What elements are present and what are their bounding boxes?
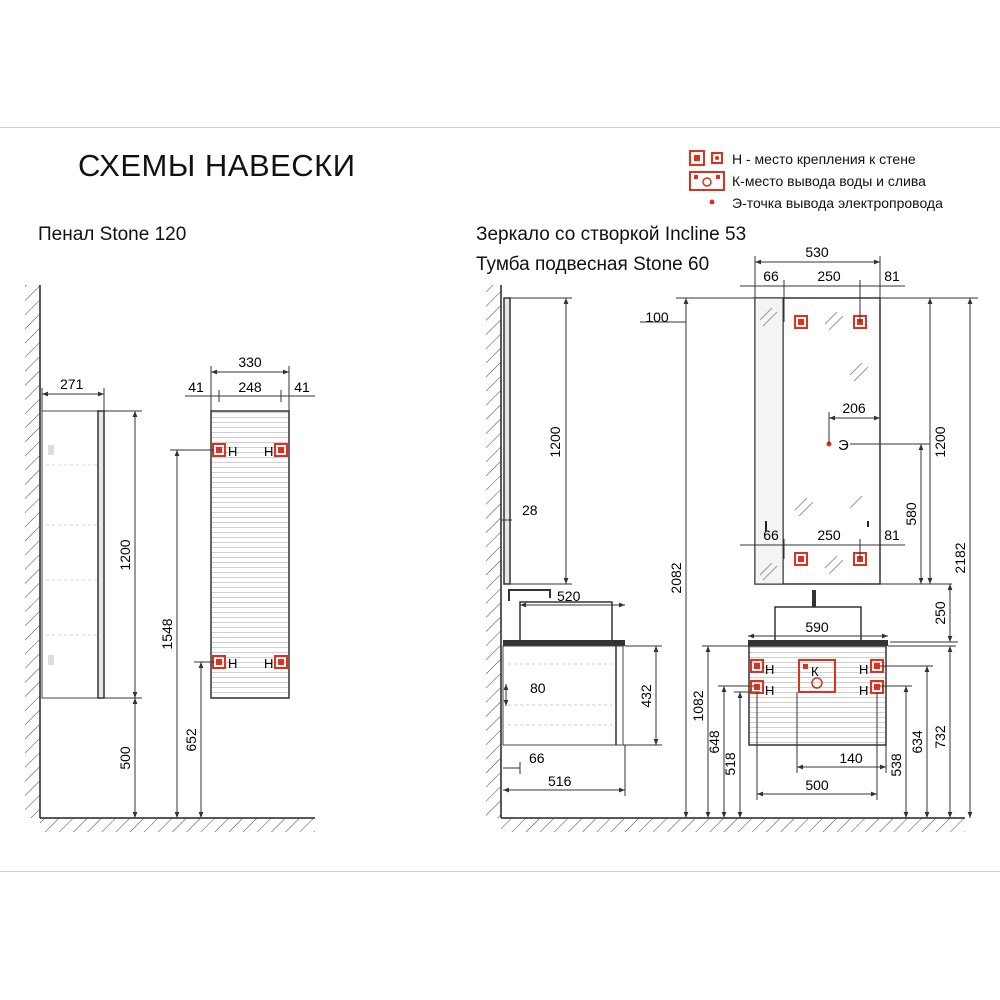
dim-cabinet-depth: 516 <box>548 773 572 789</box>
h-label: Н <box>228 444 238 459</box>
h-label: Н <box>264 444 274 459</box>
dim-mirror-top-span: 250 <box>817 268 841 284</box>
dim-mirror-side-height: 1200 <box>547 426 563 458</box>
dim-front-offset: 66 <box>529 750 545 766</box>
legend-h-text: Н - место крепления к стене <box>732 151 916 167</box>
dim-mirror-front-height: 1200 <box>932 426 948 458</box>
h-label: Н <box>228 656 238 671</box>
right-floor <box>501 818 965 832</box>
legend-k-text: К-место вывода воды и слива <box>732 173 926 189</box>
dim-mirror-gap: 100 <box>645 309 669 325</box>
dim-cabinet-top-height: 1082 <box>690 690 706 722</box>
dim-pencil-bottom-mount: 652 <box>183 728 199 752</box>
dim-drawer: 80 <box>530 680 546 696</box>
right-heading-cabinet: Тумба подвесная Stone 60 <box>476 254 710 275</box>
dim-e-offset: 206 <box>842 400 866 416</box>
right-heading-mirror: Зеркало со створкой Incline 53 <box>476 224 747 245</box>
dim-pencil-height: 1200 <box>117 539 133 571</box>
dim-mirror-width: 530 <box>805 244 829 260</box>
left-heading: Пенал Stone 120 <box>38 224 187 245</box>
pencil-side-view <box>42 411 104 698</box>
dim-cabinet-top: 732 <box>932 725 948 749</box>
dim-pencil-floor: 500 <box>117 746 133 770</box>
dim-mount-right: 538 <box>888 753 904 777</box>
dim-cabinet-width: 500 <box>805 777 829 793</box>
left-floor <box>40 818 315 832</box>
dim-pencil-depth: 271 <box>60 376 84 392</box>
h-label: Н <box>859 662 869 677</box>
dim-k-offset: 140 <box>839 750 863 766</box>
dim-pencil-left-offset: 41 <box>188 379 204 395</box>
page-title: СХЕМЫ НАВЕСКИ <box>78 148 356 183</box>
right-wall <box>486 285 501 818</box>
dim-pencil-mount-span: 248 <box>238 379 262 395</box>
h-label: Н <box>765 662 775 677</box>
dim-pencil-top-mount: 1548 <box>159 618 175 650</box>
cabinet-side-view <box>503 646 623 745</box>
k-label: К <box>811 664 819 679</box>
dim-mirror-depth: 28 <box>522 502 538 518</box>
pencil-front-view <box>211 411 289 698</box>
e-label: Э <box>838 437 849 454</box>
left-wall <box>25 285 40 818</box>
dim-mirror-top-right: 81 <box>884 268 900 284</box>
basin-front-view <box>748 590 888 646</box>
dim-mirror-top-left: 66 <box>763 268 779 284</box>
dim-pencil-width: 330 <box>238 354 262 370</box>
dim-pencil-right-offset: 41 <box>294 379 310 395</box>
dim-mount-upper: 648 <box>706 730 722 754</box>
dim-top-height: 2082 <box>668 562 684 594</box>
h-label: Н <box>859 683 869 698</box>
dim-mount-lower: 518 <box>722 752 738 776</box>
dim-total-height: 2182 <box>952 542 968 574</box>
dim-mirror-bottom-left: 66 <box>763 527 779 543</box>
h-label: Н <box>264 656 274 671</box>
mirror-side-view <box>504 298 510 584</box>
legend-e-text: Э-точка вывода электропровода <box>732 195 943 211</box>
dim-gap: 250 <box>932 601 948 625</box>
dim-mirror-bottom-right: 81 <box>884 527 900 543</box>
dim-top-right-mount: 634 <box>909 730 925 754</box>
dim-cabinet-height: 432 <box>638 684 654 708</box>
dim-basin-depth: 520 <box>557 588 581 604</box>
dim-basin-width: 590 <box>805 619 829 635</box>
dim-mirror-bottom-span: 250 <box>817 527 841 543</box>
h-label: Н <box>765 683 775 698</box>
dim-e-height: 580 <box>903 502 919 526</box>
